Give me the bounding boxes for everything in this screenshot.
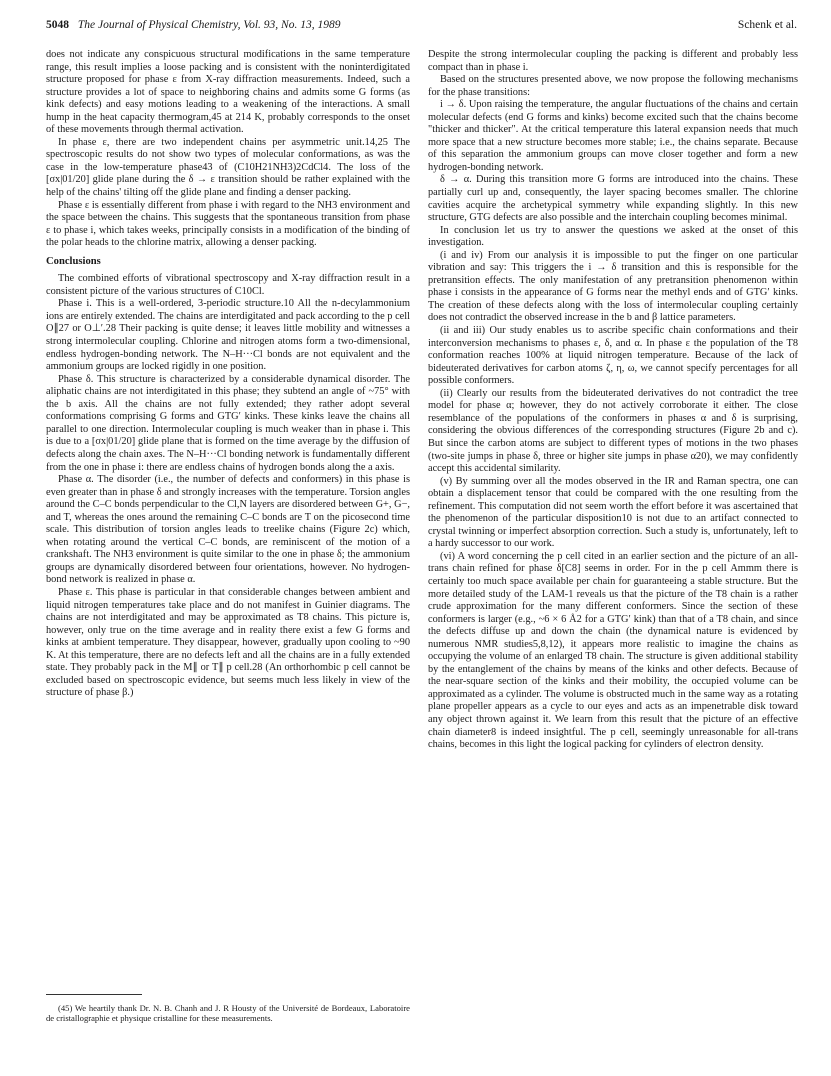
footnote-rule [46, 994, 142, 995]
running-header [46, 19, 797, 35]
section-heading: Conclusions [46, 255, 101, 267]
paragraph: (v) By summing over all the modes observed in the IR and Raman spectra, one can obtain a displacement tensor that could be compared with the one resulting from the refinement. This computation did not seem worth the effort before it was ascertained that the phenomenon of the particular disposition10 is not due to an artifact connected to crystal twinning or imperfect absorption correction. Such a study is, unfortunately, left to a hardy successor to our work. [428, 475, 798, 550]
paragraph: Phase ε is essentially different from phase i with regard to the NH3 environment and the space between the chains. This suggests that the spontaneous transition from phase ε to phase i, which takes weeks, principally consists in a modification of the binding of the polar heads to the chlorine matrix, allowing a denser packing. [46, 199, 410, 249]
left-column [46, 49, 410, 700]
footnote-text: (45) We heartily thank Dr. N. B. Chanh and J. R Housty of the Université de Bordeaux, Laboratoire de cristallographie et physique cristalline for these measurements. [46, 1003, 410, 1024]
paragraph: i → δ. Upon raising the temperature, the angular fluctuations of the chains and certain molecular defects (end G forms and kinks) become excited such that the chains become "thicker and thicker". At the critical temperature this lateral expansion needs that much more space that a new structure becomes more stable; i.e., the chains separate. Because of this separation the ammonium groups can move closer together and form a new hydrogen-bonding network. [428, 99, 798, 173]
paragraph: In phase ε, there are two independent chains per asymmetric unit.14,25 The spectroscopic results do not show two types of molecular conformations, as was the case in the low-temperature phase43 of (C10H21NH3)2CdCl4. The loss of the [σx|01/20] glide plane during the δ → ε transition should be rather explained with the help of the chains' tilting off the glide plane and finding a denser packing. [46, 136, 410, 199]
header-authors: Schenk et al. [737, 19, 797, 31]
right-column [428, 49, 798, 752]
page-number: 5048 [46, 19, 69, 31]
paragraph: does not indicate any conspicuous structural modifications in the same temperature range, this result implies a loose packing and is consistent with the noninterdigitated structure proposed for phase ε from X-ray diffraction measurements. Indeed, such a structure provides a lot of space to neighboring chains and admits some G forms (as kink defects) and easy motions leading to a weakening of the interactions. A small hump in the heat capacity thermogram,45 at 214 K, probably corresponds to the onset of these movements through thermal activation. [46, 49, 410, 136]
paragraph: Despite the strong intermolecular coupling the packing is different and probably less compact than in phase i. [428, 49, 798, 73]
paragraph: (vi) A word concerning the p cell cited in an earlier section and the picture of an all-trans chain refined for phase δ[C8] seems in order. For in the p cell Ammm there is certainly too much space available per chain for guaranteeing a stable structure. But the more detailed study of the LAM-1 reveals us that the picture of the T8 chain is a rather crude approximation for the many different conformers. Since the section of these conformers is larger (e.g., ~6 × 6 Å2 for a GTG′ kink) than that of a T8 chain, and since the defects diffuse up and down the chain (the dynamical nature is evidenced by numerous NMR studies5,8,12), it appears more realistic to imagine the chains as occupying the volume of an enlarged T8 chain. The structure is given additional stability by the entanglement of the chains by means of the kinks and other defects. Because of the near-square section of the kinks and their mobility, the occupied volume can be approximated as a cylinder. The volume is obstructed much in the same way as a rotating plane propeller appears as a cycle to our eyes and acts as an impenetrable disk toward any object thrown against it. We learn from this result that the picture of an effective chain diameter8 is indeed insightful. The p cell, seemingly unreasonable for all-trans chains, becomes in this light the logical packing for cylinders of electron density. [428, 550, 798, 751]
paragraph: The combined efforts of vibrational spectroscopy and X-ray diffraction result in a consistent picture of the various structures of C10Cl. [46, 273, 410, 297]
journal-citation: The Journal of Physical Chemistry, Vol. 93, No. 13, 1989 [77, 19, 341, 31]
paragraph: δ → α. During this transition more G forms are introduced into the chains. These partially curl up and, consequently, the layer spacing becomes smaller. The chlorine cavities acquire the archetypical symmetry while expanding slightly. In this new structure, GTG defects are also possible and the interchain coupling becomes minimal. [428, 174, 798, 224]
footnote [46, 994, 410, 1023]
paragraph: Phase α. The disorder (i.e., the number of defects and conformers) in this phase is even greater than in phase δ and strongly increases with the temperature. Torsion angles around the C–C bonds perpendicular to the Cl,N layers are disordered between G+, G−, and T, whereas the ones around the remaining C–C bonds are T on the picosecond time scale. This distribution of torsion angles leads to treelike chains (Figure 2c) which, when rotating around the vertical C–C bonds, are reminiscent of the motion of a crankshaft. The NH3 environment is quite similar to the one in phase δ; the ammonium groups are dynamically disordered between four orientations, however. No hydrogen-bond network is realized in phase α. [46, 474, 410, 586]
paragraph: (ii and iii) Our study enables us to ascribe specific chain conformations and their interconversion mechanisms to phases ε, δ, and α. In phase ε the population of the T8 conformation reaches 100% at liquid nitrogen temperature. Because of the lack of bideuterated derivatives for carbon atoms ζ, η, ω, we cannot specify percentages for all possible conformers. [428, 325, 798, 387]
header-left [46, 19, 340, 31]
paragraph: In conclusion let us try to answer the questions we asked at the onset of this investigation. [428, 224, 798, 249]
paragraph: Phase ε. This phase is particular in that considerable changes between ambient and liquid nitrogen temperatures take place and do not manifest in Guinier diagrams. The chains are not interdigitated and may be approximated as T8 chains. This picture is, however, only true on the time average and in reality there exist a few G forms and kinks at ambient temperature. They disappear, however, gradually upon cooling to ~90 K. At this temperature, there are no defects left and all the chains are in a fully extended state. They probably pack in the M∥ or T∥ p cell.28 (An orthorhombic p cell cannot be excluded based on spectroscopic evidence, but seems much less likely in view of the structure of phase β.) [46, 586, 410, 699]
paragraph: Based on the structures presented above, we now propose the following mechanisms for the phase transitions: [428, 74, 798, 98]
paragraph: Phase δ. This structure is characterized by a considerable dynamical disorder. The aliphatic chains are not interdigitated in this phase; they subtend an angle of ~75° with the b axis. All the chains are not fully extended; they rather adopt several conformations comprising G forms and GTG′ kinks. These kinks leave the chains all parallel to one direction. Intermolecular coupling is much weaker than in phase i. This is due to a [σx|01/20] glide plane that is formed on the time average by the diffusion of defects along the chain axes. The N–H···Cl bonding network is fundamentally different from the one in phase i: there are endless chains of hydrogen bonds along the a axis. [46, 373, 410, 473]
paragraph: Phase i. This is a well-ordered, 3-periodic structure.10 All the n-decylammonium ions are entirely extended. The chains are interdigitated and pack according to the p cell O∥27 or O⊥′.28 Their packing is quite dense; it leaves little mobility and witnesses a strong intermolecular coupling. Chlorine and nitrogen atoms form a two-dimensional, endless hydrogen-bonding network. The N–H···Cl bonds are not equivalent and the ammonium groups are locked rigidly in one position. [46, 298, 410, 373]
paragraph: (i and iv) From our analysis it is impossible to put the finger on one particular vibration and say: This triggers the i → δ transition and this is responsible for the pretransition effects. The only manifestation of any pretransition phenomenon within phase i consists in the appearance of G forms near the methyl ends and of GTG′ kinks. The creation of these defects along with the loss of intermolecular coupling certainly does not contradict the observed increase in the b and β lattice parameters. [428, 249, 798, 324]
paragraph: (ii) Clearly our results from the bideuterated derivatives do not contradict the tree model for phase α; however, they do not actively corroborate it either. The close resemblance of the populations of the conformers in phases α and δ is surprising, considering the obvious differences of the corresponding structures (Figure 2b and c). But since the carbon atoms are subject to different types of motions in the two phases (two-site jumps in phase δ, three or higher site jumps in phase α20), we may confidently accept this accidental similarity. [428, 387, 798, 475]
